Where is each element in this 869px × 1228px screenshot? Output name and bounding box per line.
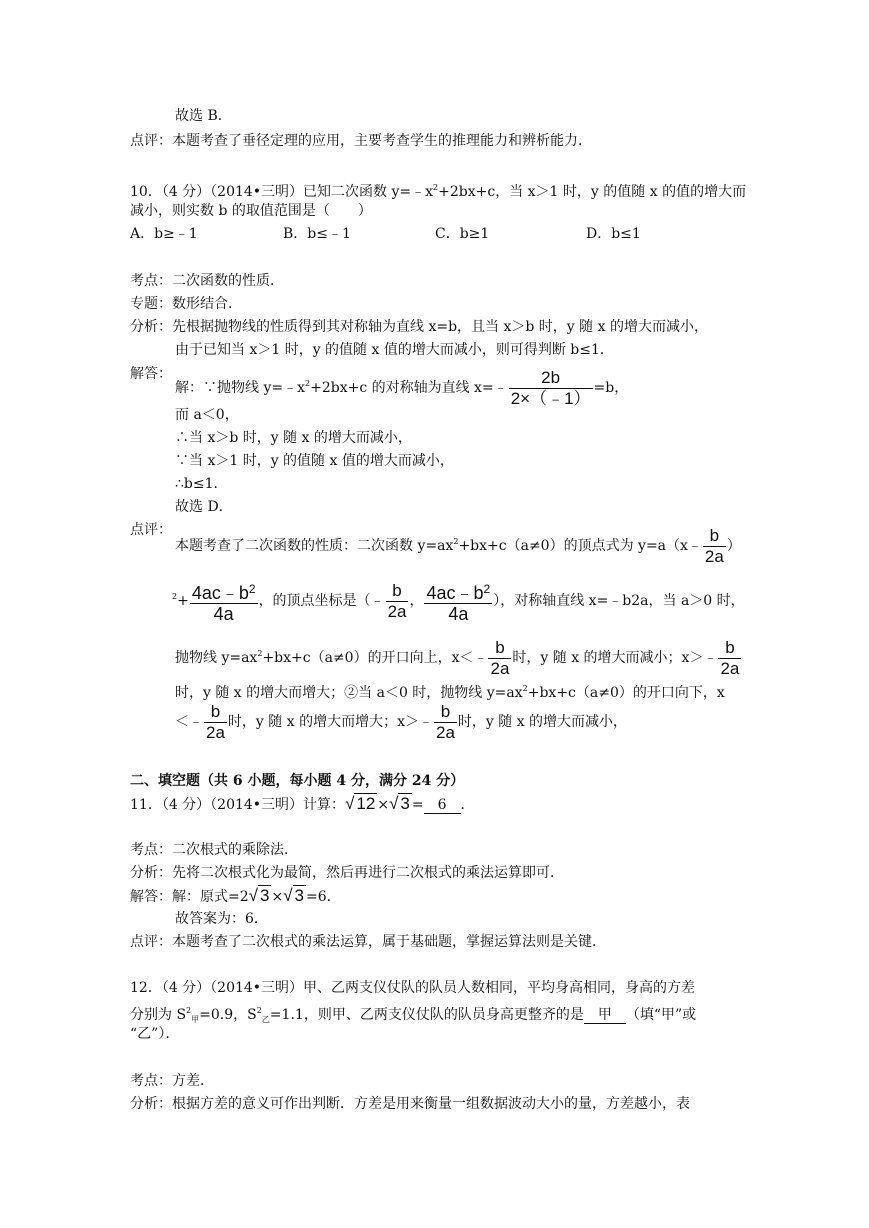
jieda-line-4: ∵当 x＞1 时，y 的值随 x 值的增大而减小， [175, 453, 454, 469]
question-12-stem-2: 分别为 $S^2_甲=0.9$，$S^2_乙=1.1$，则甲、乙两支仪仗队的队员身高更整齐的是 甲 （填“甲”或 [130, 1006, 697, 1024]
fraction-b-2a: $\frac{b}{2a}$ [387, 580, 407, 621]
pingjia-line-2: $^2$+ $\frac{4ac﹣b^2}{4a}$ ，的顶点坐标是（﹣ $\frac{b}{2a}$ ， $\frac{4ac﹣b^2}{4a}$ ），对称轴直线 x=﹣b2a，当 a＞0 时， [172, 580, 745, 624]
sqrt-3: √ 3 [283, 886, 304, 905]
jieda-line: 解答：解：原式=2√ 3 ×√ 3 =6． [130, 886, 341, 905]
fraction-b-2a: $\frac{b}{2a}$ [704, 525, 724, 566]
fraction-b-2a: $\frac{b}{2a}$ [720, 637, 740, 678]
answer-blank: 6 [424, 797, 461, 814]
jieda-line-1: 解：∵抛物线 $y=﹣x^2+2bx+c$ 的对称轴为直线 x=﹣ $\frac{2b}{2\times(﹣1)}$ =b， [175, 367, 629, 408]
jieda-line-6: 故选 D． [175, 499, 233, 515]
question-10-stem-2: 减小，则实数 b 的取值范围是（ ） [130, 203, 372, 219]
option-d: D．b≤1 [586, 226, 641, 242]
sqrt-3: √ 3 [248, 886, 270, 905]
question-12-stem: 12．（4 分）（2014•三明）甲、乙两支仪仗队的队员人数相同，平均身高相同，身高的方差 [130, 980, 696, 996]
fraction-b-2a: $\frac{b}{2a}$ [435, 701, 455, 742]
sqrt-3: √ 3 [389, 794, 410, 813]
fenxi-line: 分析：根据方差的意义可作出判断．方差是用来衡量一组数据波动大小的量，方差越小，表 [130, 1096, 690, 1112]
fenxi-line-2: 由于已知当 x＞1 时，y 的值随 x 值的增大而减小，则可得判断 b≤1． [175, 342, 614, 358]
pingjia-label: 点评： [130, 522, 172, 538]
fraction-4ac-b2-4a: $\frac{4ac﹣b^2}{4a}$ [190, 579, 258, 624]
jieda-line-2: 而 a＜0， [175, 407, 239, 423]
kaodian-line: 考点：二次函数的性质． [130, 273, 284, 289]
jieda-line-2: 故答案为：6． [175, 911, 268, 927]
question-10-stem: 10．（4 分）（2014•三明）已知二次函数 $y=﹣x^2+2bx+c$，当 x＞1 时，y 的值随 x 的值的增大而 [130, 183, 747, 200]
pingjia-line-1: 本题考查了二次函数的性质：二次函数 $y=ax^2+bx+c(a\ne 0)$的顶点式为 y=a（x﹣ $\frac{b}{2a}$ ） [175, 525, 741, 566]
option-b: B．b≤﹣1 [283, 226, 351, 242]
fraction-4ac-b2-4a: $\frac{4ac﹣b^2}{4a}$ [424, 579, 492, 624]
fenxi-line: 分析：先将二次根式化为最简，然后再进行二次根式的乘法运算即可． [130, 865, 564, 881]
pingjia-line-3: 抛物线 $y=ax^2+bx+c(a\ne 0)$的开口向上，x＜﹣ $\frac{b}{2a}$ 时，y 随 x 的增大而减小；x＞﹣ $\frac{b}{2a}$ [175, 637, 740, 678]
option-c: C．b≥1 [435, 226, 490, 242]
section-heading: 二、填空题（共 6 小题，每小题 4 分，满分 24 分） [130, 773, 465, 789]
fraction-b-2a: $\frac{b}{2a}$ [490, 637, 510, 678]
jieda-line-5: ∴b≤1． [175, 476, 228, 492]
kaodian-line: 考点：二次根式的乘除法． [130, 842, 298, 858]
jieda-label: 解答： [130, 366, 172, 382]
pingping-line: 点评：本题考查了二次根式的乘法运算，属于基础题，掌握运算法则是关键． [130, 934, 606, 950]
zhuanti-line: 专题：数形结合． [130, 296, 242, 312]
axis-fraction: $\frac{2b}{2\times(﹣1)}$ [510, 367, 591, 408]
answer-blank: 甲 [584, 1007, 626, 1024]
pingjia-line-4: 时，y 随 x 的增大而增大；②当 a＜0 时，抛物线 $y=ax^2+bx+c(a\ne 0)$的开口向下，x [175, 684, 725, 701]
question-11-stem: 11．（4 分）（2014•三明）计算：√ 12 ×√ 3 = 6 ． [130, 794, 475, 813]
sqrt-12: √ 12 [345, 794, 376, 813]
answer-choice-line: 故选 B． [175, 108, 232, 124]
comment-line: 点评：本题考查了垂径定理的应用，主要考查学生的推理能力和辨析能力． [130, 133, 592, 149]
pingjia-line-5: ＜﹣ $\frac{b}{2a}$ 时，y 随 x 的增大而增大；x＞﹣ $\frac{b}{2a}$ 时，y 随 x 的增大而减小， [175, 701, 628, 742]
kaodian-line: 考点：方差． [130, 1073, 214, 1089]
jieda-line-3: ∴当 x＞b 时，y 随 x 的增大而减小， [175, 430, 412, 446]
fenxi-line: 分析：先根据抛物线的性质得到其对称轴为直线 x=b，且当 x＞b 时，y 随 x 的增大而减小， [130, 319, 708, 335]
question-12-stem-3: “乙”）． [130, 1026, 180, 1042]
option-a: A．b≥﹣1 [130, 226, 198, 242]
fraction-b-2a: $\frac{b}{2a}$ [206, 701, 225, 742]
